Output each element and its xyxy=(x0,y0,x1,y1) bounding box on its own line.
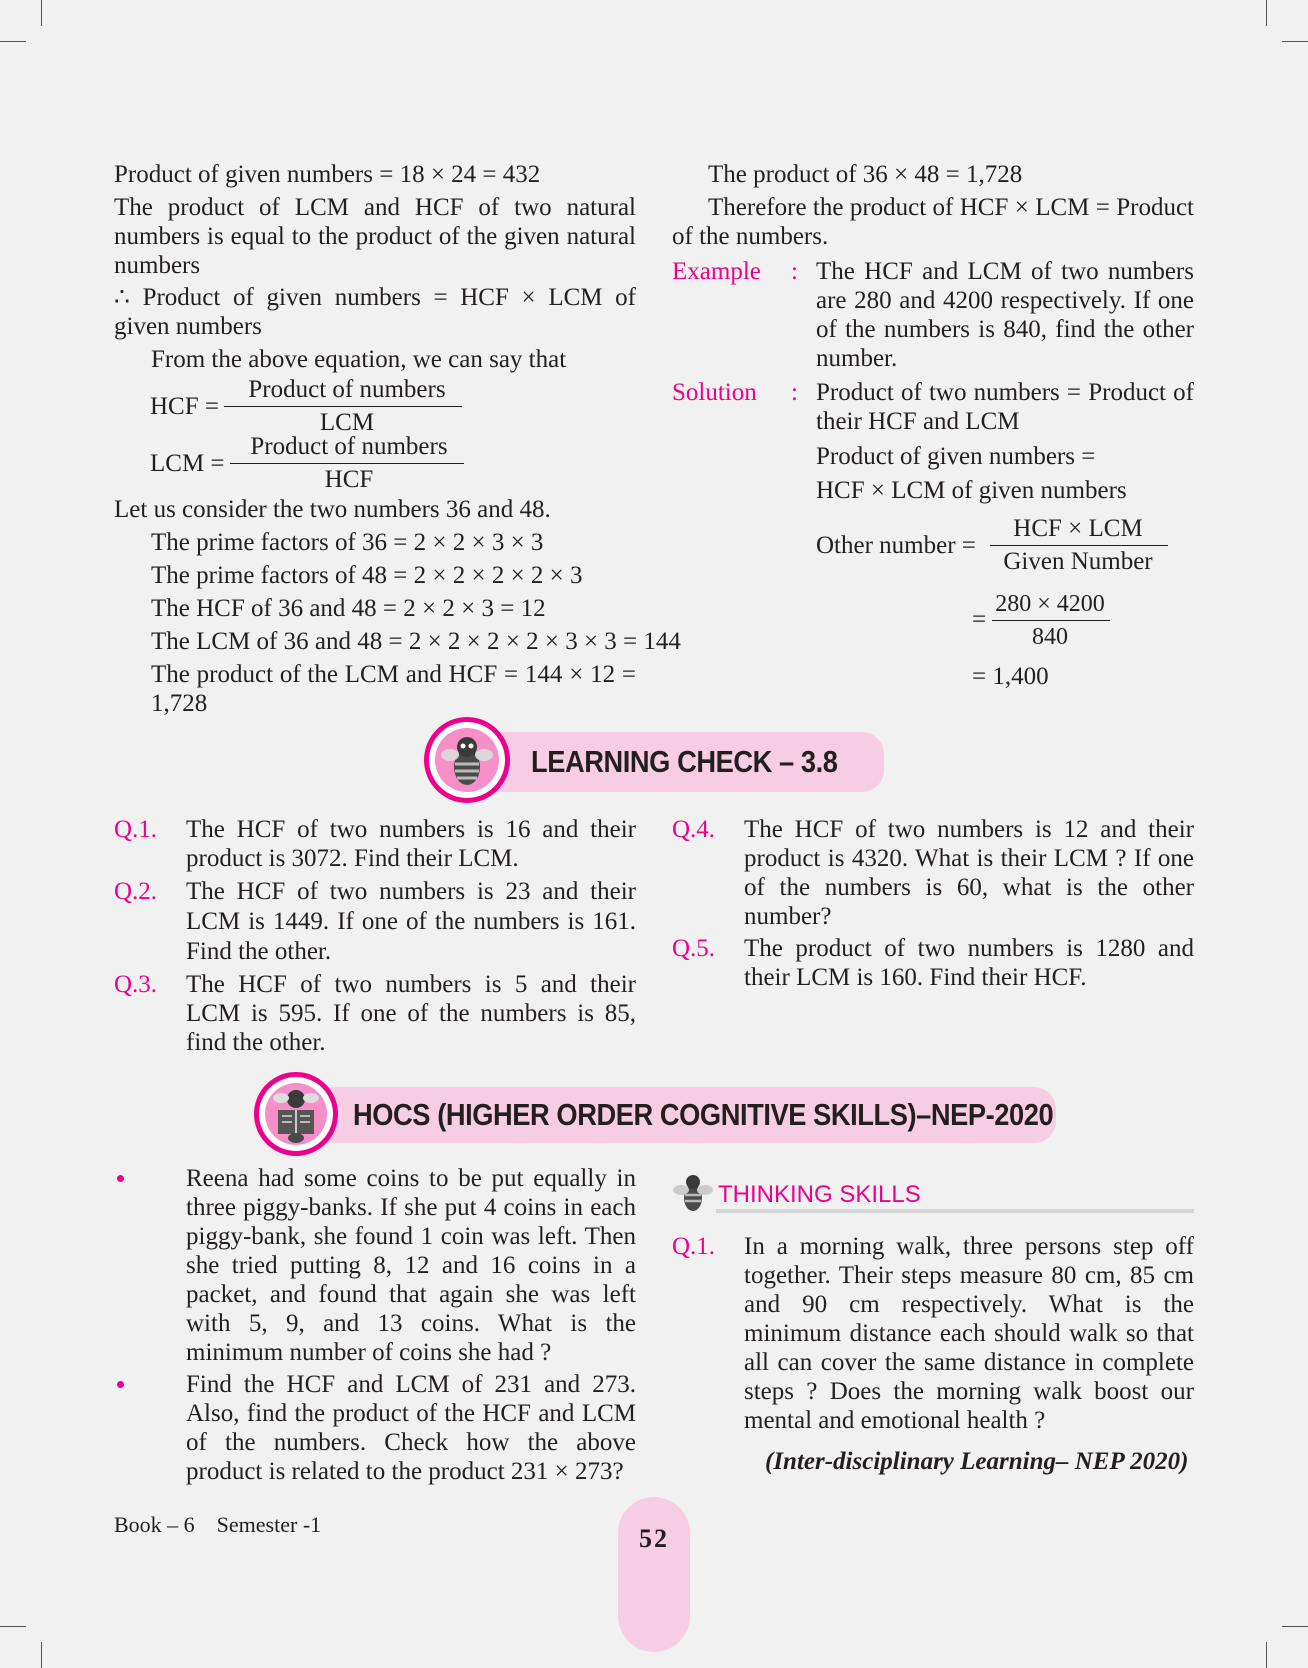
prime-factors-36: The prime factors of 36 = 2 × 2 × 3 × 3 xyxy=(151,529,544,556)
therefore-product-line: Therefore the product of HCF × LCM = Product of the numbers. xyxy=(672,194,1194,250)
page-number-tab xyxy=(618,1497,690,1652)
bullet-icon xyxy=(117,1381,124,1388)
question-number: Q.1. xyxy=(114,816,158,843)
question-number: Q.1. xyxy=(672,1233,716,1260)
lcm-formula xyxy=(150,432,470,496)
example-label: Example xyxy=(672,258,761,285)
crop-mark xyxy=(1282,41,1308,42)
fraction-bar xyxy=(992,620,1110,621)
solution-line-3: HCF × LCM of given numbers xyxy=(816,477,1127,504)
colon: : xyxy=(791,379,798,406)
thinking-skills-title: THINKING SKILLS xyxy=(718,1181,921,1208)
calc-numerator: 280 × 4200 xyxy=(995,591,1105,617)
product-given-line: Product of given numbers = 18 × 24 = 432 xyxy=(114,161,541,188)
hocs-bullet-text: Reena had some coins to be put equally in three piggy-banks. If she put 4 coins in each piggy-bank, she found 1 coin was left. Then she tried putting 8, 12 and 16 coins in a packet, and found that again she was left with 5, 9, and 13 coins. What is the minimum number of coins she had ? xyxy=(186,1165,636,1366)
bullet-icon xyxy=(117,1175,124,1182)
fraction-bar xyxy=(990,545,1168,546)
hcf-formula-label: HCF = xyxy=(150,393,219,420)
calc-denominator: 840 xyxy=(1032,624,1068,650)
question-number: Q.3. xyxy=(114,971,158,998)
question-text: The HCF of two numbers is 23 and their LCM is 1449. If one of the numbers is 161. Find the other. xyxy=(186,878,636,965)
question-text: The HCF of two numbers is 5 and their LCM is 595. If one of the numbers is 85, find the other. xyxy=(186,971,636,1056)
lcm-formula-denominator: HCF xyxy=(324,466,374,493)
solution-line-1: Product of two numbers = Product of their HCF and LCM xyxy=(816,379,1194,435)
other-number-numerator: HCF × LCM xyxy=(1013,515,1143,542)
question-text: The product of two numbers is 1280 and their LCM is 160. Find their HCF. xyxy=(744,935,1194,991)
lcm-formula-numerator: Product of numbers xyxy=(250,433,448,460)
lcm-hcf-property-text: The product of LCM and HCF of two natural numbers is equal to the product of the given natural numbers xyxy=(114,194,636,279)
above-equation-text: From the above equation, we can say that xyxy=(151,346,567,373)
other-number-formula xyxy=(816,514,1176,580)
therefore-line: ∴ Product of given numbers = HCF × LCM of given numbers xyxy=(114,284,636,340)
nep-note: (Inter-disciplinary Learning– NEP 2020) xyxy=(765,1448,1189,1475)
crop-mark xyxy=(0,41,26,42)
equals-sign: = xyxy=(972,606,987,633)
learning-check-title: LEARNING CHECK – 3.8 xyxy=(531,744,838,779)
hcf-formula-numerator: Product of numbers xyxy=(248,376,446,403)
lcm-36-48: The LCM of 36 and 48 = 2 × 2 × 2 × 2 × 3 × 3 = 144 xyxy=(151,628,681,655)
crop-mark xyxy=(1266,1642,1267,1668)
hocs-bullet-text: Find the HCF and LCM of 231 and 273. Also, find the product of the HCF and LCM of the numbers. Check how the above product is related to the product 231 × 273? xyxy=(186,1371,636,1485)
colon: : xyxy=(791,258,798,285)
question-number: Q.4. xyxy=(672,816,716,843)
crop-mark xyxy=(41,0,42,26)
book-semester-label: Book – 6 Semester -1 xyxy=(114,1512,322,1537)
bee-reading-icon xyxy=(254,1072,338,1156)
thinking-skills-underline xyxy=(716,1209,1194,1213)
result-line: = 1,400 xyxy=(972,663,1049,690)
solution-line-2: Product of given numbers = xyxy=(816,443,1096,470)
bee-icon xyxy=(670,1170,716,1216)
question-number: Q.2. xyxy=(114,878,158,905)
example-text: The HCF and LCM of two numbers are 280 and 4200 respectively. If one of the numbers is 840, find the other number. xyxy=(816,258,1194,372)
page-number: 52 xyxy=(639,1524,669,1553)
crop-mark xyxy=(0,1626,26,1627)
lcm-formula-label: LCM = xyxy=(150,450,225,477)
crop-mark xyxy=(1266,0,1267,26)
consider-numbers-line: Let us consider the two numbers 36 and 48. xyxy=(114,496,551,523)
fraction-bar xyxy=(224,406,462,407)
bee-mascot-icon xyxy=(424,717,510,803)
question-text: The HCF of two numbers is 12 and their product is 4320. What is their LCM ? If one of the numbers is 60, what is the other number? xyxy=(744,816,1194,930)
other-number-denominator: Given Number xyxy=(1003,548,1153,575)
calc-fraction xyxy=(972,587,1112,653)
product-36-48: The product of 36 × 48 = 1,728 xyxy=(708,161,1023,188)
question-text: In a morning walk, three persons step off together. Their steps measure 80 cm, 85 cm and 90 cm respectively. What is the minimum distance each should walk so that all can cover the same distance in complete steps ? Does the morning walk boost our mental and emotional health ? xyxy=(744,1233,1194,1434)
prime-factors-48: The prime factors of 48 = 2 × 2 × 2 × 2 × 3 xyxy=(151,562,583,589)
hocs-title: HOCS (HIGHER ORDER COGNITIVE SKILLS)–NEP-2020 xyxy=(353,1097,1054,1132)
question-number: Q.5. xyxy=(672,935,716,962)
fraction-bar xyxy=(230,463,464,464)
hcf-36-48: The HCF of 36 and 48 = 2 × 2 × 3 = 12 xyxy=(151,595,546,622)
crop-mark xyxy=(41,1642,42,1668)
product-lcm-hcf: The product of the LCM and HCF = 144 × 12 = 1,728 xyxy=(151,661,636,717)
hcf-formula-denominator: LCM xyxy=(319,409,375,436)
question-text: The HCF of two numbers is 16 and their product is 3072. Find their LCM. xyxy=(186,816,636,872)
crop-mark xyxy=(1282,1626,1308,1627)
hcf-formula xyxy=(150,375,470,439)
other-number-label: Other number = xyxy=(816,532,976,559)
solution-label: Solution xyxy=(672,379,757,406)
